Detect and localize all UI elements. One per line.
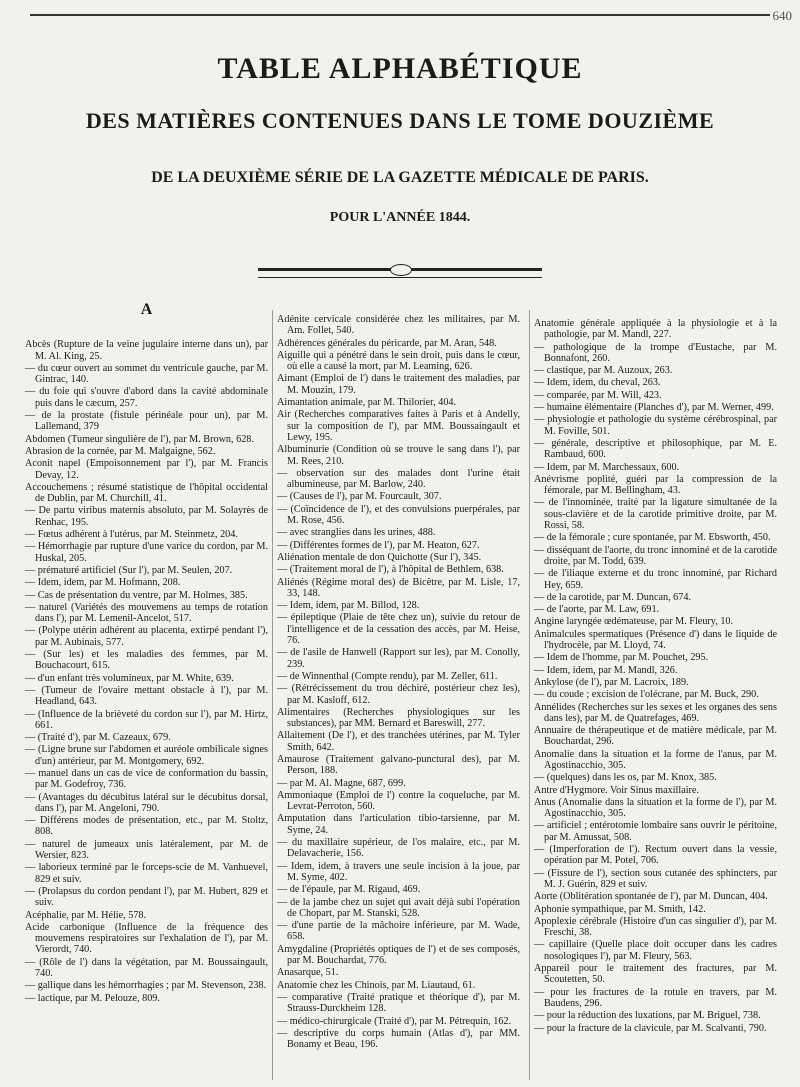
index-entry: Aimant (Emploi de l') dans le traitement des maladies, par M. Mouzin, 179. (277, 373, 520, 396)
index-entry: — artificiel ; entérotomie lombaire sans ouvrir le péritoine, par M. Amussat, 508. (534, 820, 777, 843)
index-entry: — pour la fracture de la clavicule, par M. Scalvanti, 790. (534, 1022, 767, 1034)
index-entry: Anatomie générale appliquée à la physiologie et à la pathologie, par M. Mandl, 227. (534, 318, 777, 341)
index-entry: Anus (Anomalie dans la situation et la forme de l'), par M. Agostinacchio, 305. (534, 796, 777, 820)
index-entry: — du maxillaire supérieur, de l'os malaire, etc., par M. Delavacherie, 156. (277, 837, 520, 860)
index-entry: — de l'aorte, par M. Law, 691. (534, 604, 660, 616)
index-entry: — pour la réduction des luxations, par M. Briguel, 738. (534, 1010, 761, 1022)
index-entry: — d'une partie de la mâchoire inférieure, par M. Wade, 658. (277, 920, 520, 943)
index-entry: — observation sur des malades dont l'urine était albumineuse, par M. Barlow, 240. (277, 467, 520, 491)
index-entry: Anomalie dans la situation et la forme de l'anus, par M. Agostinacchio, 305. (534, 748, 777, 771)
index-entry: Acéphalie, par M. Hélie, 578. (25, 909, 147, 921)
index-entry: — De partu viribus maternis absoluto, par M. Solayrès de Renhac, 195. (25, 505, 268, 528)
index-entry: — Hémorrhagie par rupture d'une varice du cordon, par M. Huskal, 205. (25, 541, 268, 564)
index-entry: — (Fissure de l'), section sous cutanée des sphincters, par M. J. Guérin, 829 et suiv. (534, 867, 777, 890)
index-entry: — (Traitement moral de l'), à l'hôpital de Bethlem, 638. (277, 564, 504, 576)
index-entry: Abdomen (Tumeur singulière de l'), par M. Brown, 628. (25, 433, 254, 445)
index-entry: — (Rôle de l') dans la végétation, par M. Boussaingault, 740. (25, 956, 268, 980)
index-entry: — comparative (Traité pratique et théorique d'), par M. Strauss-Durckheim 128. (277, 991, 520, 1015)
index-entry: — médico-chirurgicale (Traité d'), par M. Pétrequin, 162. (277, 1015, 512, 1027)
index-entry: — Idem, idem, à travers une seule incision à la joue, par M. Syme, 402. (277, 860, 520, 883)
index-entry: Albuminurie (Condition où se trouve le sang dans l'), par M. Rees, 210. (277, 444, 520, 467)
index-entry: — gallique dans les hémorrhagies ; par M. Stevenson, 238. (25, 980, 267, 992)
index-entry: Alimentaires (Recherches physiologiques sur les substances), par MM. Bernard et Bareswill, 277. (277, 706, 520, 730)
index-column-3 (534, 318, 777, 1035)
index-entry: — (Avantages du décubitus latéral sur le décubitus dorsal, dans l'), par M. Angeloni, 790. (25, 791, 268, 814)
index-entry: — Idem, idem, par M. Billod, 128. (277, 600, 420, 612)
index-entry: — du cœur ouvert au sommet du ventricule gauche, par M. Gintrac, 140. (25, 362, 268, 386)
index-entry: — épileptique (Plaie de tête chez un), suivie du retour de l'intelligence et de la cessation des accès, par M. Heise, 76. (277, 612, 520, 647)
index-entry: — de l'épaule, par M. Rigaud, 469. (277, 884, 421, 896)
ornamental-rule (258, 268, 542, 278)
index-entry: — (Imperforation de l'). Rectum ouvert dans la vessie, opération par M. Potel, 706. (534, 844, 777, 867)
index-entry: — disséquant de l'aorte, du tronc innominé et de la carotide droite, par M. Todd, 639. (534, 544, 777, 567)
index-entry: Anatomie chez les Chinois, par M. Liautaud, 61. (277, 979, 476, 991)
index-entry: — générale, descriptive et philosophique, par M. E. Rambaud, 600. (534, 437, 777, 461)
index-entry: — descriptive du corps humain (Atlas d'), par MM. Bonamy et Beau, 196. (277, 1027, 520, 1051)
index-entry: — humaine élémentaire (Planches d'), par M. Werner, 499. (534, 402, 774, 414)
index-entry: — Fœtus adhérent à l'utérus, par M. Steinmetz, 204. (25, 529, 238, 541)
index-entry: Antre d'Hygmore. Voir Sinus maxillaire. (534, 784, 700, 796)
index-entry: — (Ligne brune sur l'abdomen et auréole ombilicale signes d'un) antérieur, par M. Montgomery, 692. (25, 744, 268, 767)
index-entry: — du coude ; excision de l'olécrane, par M. Buck, 290. (534, 689, 759, 701)
top-rule (30, 14, 770, 16)
index-entry: Aconit napel (Empoisonnement par l'), par M. Francis Devay, 12. (25, 458, 268, 481)
index-entry: Amputation dans l'articulation tibio-tarsienne, par M. Syme, 24. (277, 813, 520, 836)
index-entry: — comparée, par M. Will, 423. (534, 389, 662, 401)
index-entry: — de l'iliaque externe et du tronc innominé, par Richard Hey, 659. (534, 568, 777, 591)
index-entry: Annuaire de thérapeutique et de matière médicale, par M. Bouchardat, 296. (534, 725, 777, 748)
column-divider (529, 310, 530, 1080)
index-entry: Acide carbonique (Influence de la fréquence des mouvemens respiratoires sur l'exhalation de l'), par M. Vierordt, 740. (25, 921, 268, 956)
index-entry: — (Tumeur de l'ovaire mettant obstacle à l'), par M. Headland, 643. (25, 684, 268, 708)
section-letter: A (140, 301, 153, 318)
index-entry: Aphonie sympathique, par M. Smith, 142. (534, 903, 706, 915)
index-entry: Air (Recherches comparatives faites à Paris et à Andelly, sur la composition de l'), par MM. Boussaingault et Lewy, 195. (277, 409, 520, 443)
index-entry: — d'un enfant très volumineux, par M. White, 639. (25, 672, 234, 684)
index-entry: Aliénation mentale de don Quichotte (Sur l'), 345. (277, 551, 482, 563)
index-entry: Adénite cervicale considérée chez les militaires, par M. Am. Follet, 540. (277, 314, 520, 337)
index-entry: — (Prolapsus du cordon pendant l'), par M. Hubert, 829 et suiv. (25, 885, 268, 909)
index-entry: Ammoniaque (Emploi de l') contre la coqueluche, par M. Levrat-Perroton, 560. (277, 789, 520, 813)
series-line: DE LA DEUXIÈME SÉRIE DE LA GAZETTE MÉDICALE DE PARIS. (151, 169, 649, 186)
index-column-2 (277, 314, 520, 1051)
index-entry: — Idem, idem, du cheval, 263. (534, 377, 661, 389)
index-entry: — pour les fractures de la rotule en travers, par M. Baudens, 296. (534, 986, 777, 1009)
index-entry: — Idem, idem, par M. Hofmann, 208. (25, 577, 181, 589)
index-entry: Anasarque, 51. (277, 967, 339, 979)
index-entry: Animalcules spermatiques (Présence d') dans le liquide de l'hydrocèle, par M. Lloyd, 74. (534, 628, 777, 652)
index-entry: Anévrisme poplité, guéri par la compression de la fémorale, par M. Bellingham, 43. (534, 473, 777, 497)
index-entry: — manuel dans un cas de vice de conformation du bassin, par M. Godefroy, 736. (25, 767, 268, 791)
index-entry: — de la fémorale ; cure spontanée, par M. Ebsworth, 450. (534, 532, 771, 544)
index-entry: Annélides (Recherches sur les sexes et les organes des sens dans les), par M. de Quatrefages, 469. (534, 701, 777, 724)
column-divider (272, 310, 273, 1080)
index-entry: — (Différentes formes de l'), par M. Heaton, 627. (277, 539, 480, 551)
index-column-1 (25, 300, 268, 1005)
page-subtitle: DES MATIÈRES CONTENUES DANS LE TOME DOUZIÈME (85, 108, 715, 133)
index-entry: — prématuré artificiel (Sur l'), par M. Seulen, 207. (25, 564, 233, 576)
index-entry: — (Traité d'), par M. Cazeaux, 679. (25, 732, 171, 744)
index-entry: Allaitement (De l'), et des tranchées utérines, par M. Tyler Smith, 642. (277, 730, 520, 753)
index-entry: — (Sur les) et les maladies des femmes, par M. Bouchacourt, 615. (25, 649, 268, 672)
index-entry: — (Causes de l'), par M. Fourcault, 307. (277, 491, 442, 503)
index-entry: Aiguille qui a pénétré dans le sein droit, puis dans le cœur, où elle a causé la mort, par M. Leaming, 626. (277, 349, 520, 373)
index-entry: — pathologique de la trompe d'Eustache, par M. Bonnafont, 260. (534, 341, 777, 364)
index-entry: — Différens modes de présentation, etc., par M. Stoltz, 808. (25, 815, 268, 838)
index-entry: — capillaire (Quelle place doit occuper dans les cadres nosologiques l'), par M. Fleury, 563. (534, 939, 777, 962)
index-entry: — (Polype utérin adhérent au placenta, extirpé pendant l'), par M. Aubinais, 577. (25, 625, 268, 648)
index-entry: — physiologie et pathologie du système cérébrospinal, par M. Foville, 501. (534, 414, 777, 437)
index-entry: — de l'asile de Hanwell (Rapport sur les), par M. Conolly, 239. (277, 647, 520, 670)
page-header (0, 52, 800, 226)
index-entry: Appareil pour le traitement des fractures, par M. Scoutetten, 50. (534, 963, 777, 986)
index-entry: Amygdaline (Propriétés optiques de l') et de ses composés, par M. Bouchardat, 776. (277, 943, 520, 967)
index-entry: Aliénés (Régime moral des) de Bicêtre, par M. Lisle, 17, 33, 148. (277, 576, 520, 599)
index-entry: — de la carotide, par M. Duncan, 674. (534, 591, 692, 603)
index-entry: — (Rétrécissement du trou déchiré, postérieur chez les), par M. Kasloff, 612. (277, 683, 520, 706)
index-entry: — de l'innominée, traité par la ligature simultanée de la sous-clavière et de la carotide primitive droite, par M. Rossi, 58. (534, 497, 777, 532)
page-number: 640 (772, 8, 792, 23)
index-entry: Amaurose (Traitement galvano-punctural des), par M. Person, 188. (277, 753, 520, 777)
index-entry: — laborieux terminé par le forceps-scie de M. Vanhuevel, 829 et suiv. (25, 862, 268, 885)
index-entry: Adhérences générales du péricarde, par M. Aran, 548. (277, 337, 497, 349)
index-entry: Accouchemens ; résumé statistique de l'hôpital occidental de Dublin, par M. Churchill, 41. (25, 481, 268, 505)
index-entry: Aorte (Oblitération spontanée de l'), par M. Duncan, 404. (534, 891, 768, 903)
index-entry: — (Influence de la brièveté du cordon sur l'), par M. Hirtz, 661. (25, 708, 268, 731)
index-entry: — naturel de jumeaux unis latéralement, par M. de Wersier, 823. (25, 838, 268, 862)
index-entry: Abcès (Rupture de la veine jugulaire interne dans un), par M. Al. King, 25. (25, 339, 268, 362)
index-entry: — Idem, idem, par M. Mandl, 326. (534, 664, 678, 676)
index-entry: Aimantation animale, par M. Thilorier, 404. (277, 397, 457, 409)
index-entry: — avec stranglies dans les urines, 488. (277, 527, 436, 539)
index-entry: — Idem de l'homme, par M. Pouchet, 295. (534, 652, 709, 664)
index-entry: — de Winnenthal (Compte rendu), par M. Zeller, 611. (277, 670, 498, 682)
index-entry: — lactique, par M. Pelouze, 809. (25, 992, 160, 1004)
index-entry: Ankylose (de l'), par M. Lacroix, 189. (534, 676, 689, 688)
index-entry: Apoplexie cérébrale (Histoire d'un cas singulier d'), par M. Freschi, 38. (534, 915, 777, 939)
year-line: POUR L'ANNÉE 1844. (329, 210, 471, 225)
index-entry: — par M. Al. Magne, 687, 699. (277, 777, 406, 789)
index-entry: — Idem, par M. Marchessaux, 600. (534, 461, 680, 473)
index-entry: — clastique, par M. Auzoux, 263. (534, 365, 673, 377)
index-entry: Angine laryngée œdémateuse, par M. Fleury, 10. (534, 616, 734, 628)
index-entry: — du foie qui s'ouvre d'abord dans la cavité abdominale puis dans le cæcum, 257. (25, 386, 268, 409)
index-entry: Abrasion de la cornée, par M. Malgaigne, 562. (25, 445, 216, 457)
index-columns (25, 300, 785, 1085)
index-entry: — (quelques) dans les os, par M. Knox, 385. (534, 772, 717, 784)
page-title: TABLE ALPHABÉTIQUE (217, 52, 583, 85)
index-entry: — de la prostate (fistule périnéale pour un), par M. Lallemand, 379 (25, 410, 268, 433)
index-entry: — Cas de présentation du ventre, par M. Holmes, 385. (25, 589, 248, 601)
index-entry: — de la jambe chez un sujet qui avait déjà subi l'opération de Chopart, par M. Stanski, 528. (277, 896, 520, 919)
index-entry: — naturel (Variétés des mouvemens au temps de rotation dans l'), par M. Lemenil-Ancelot, 517. (25, 601, 268, 625)
index-entry: — (Coïncidence de l'), et des convulsions puerpérales, par M. Rose, 456. (277, 503, 520, 527)
